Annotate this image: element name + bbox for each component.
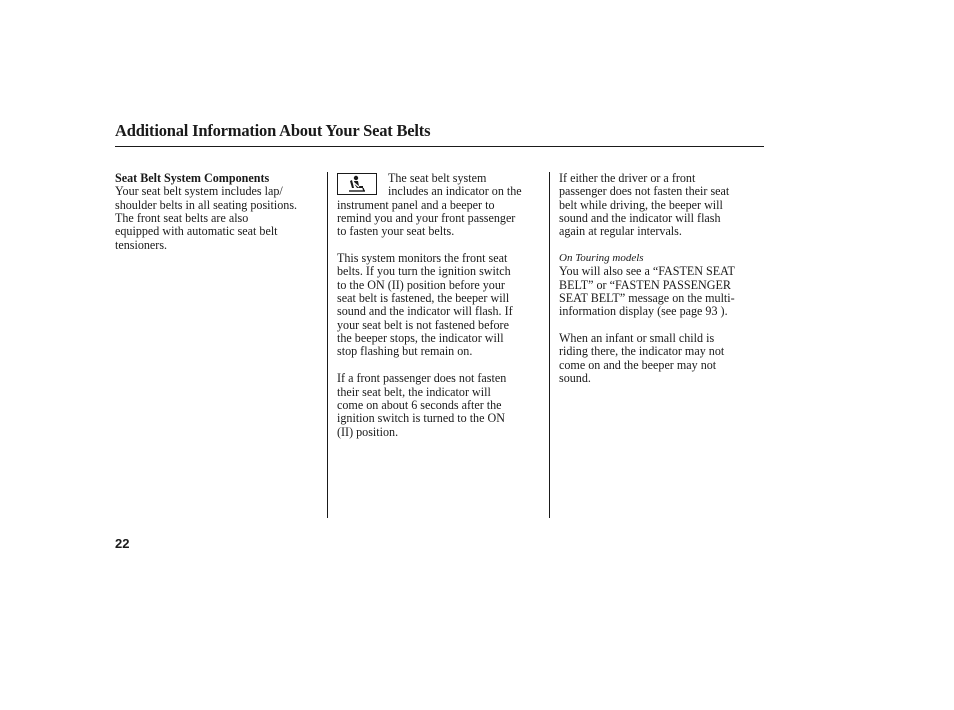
text-line: (II) position. [337, 424, 399, 439]
text-line: The seat belt system [388, 171, 487, 185]
text-line: belt while driving, the beeper will [559, 197, 723, 212]
text-line: stop flashing but remain on. [337, 344, 473, 359]
text-line: to the ON (II) position before your [337, 277, 505, 292]
text-line: remind you and your front passenger [337, 211, 516, 226]
text-line: belts. If you turn the ignition switch [337, 264, 511, 279]
text-line: When an infant or small child is [559, 331, 715, 346]
text-line: The front seat belts are also [115, 211, 249, 226]
text-line: BELT” or “FASTEN PASSENGER [559, 277, 731, 292]
text-line: This system monitors the front seat [337, 251, 508, 266]
text-line: sound. [559, 371, 591, 386]
section-heading: Seat Belt System Components [115, 171, 270, 185]
text-line: come on about 6 seconds after the [337, 397, 502, 412]
text-line: passenger does not fasten their seat [559, 184, 730, 199]
page-number: 22 [115, 536, 130, 551]
model-note: On Touring models [559, 252, 644, 265]
column-indicator-info [337, 172, 543, 439]
text-line: to fasten your seat belts. [337, 224, 455, 239]
text-line: tensioners. [115, 237, 168, 252]
column-seat-belt-components [115, 172, 321, 252]
text-line: riding there, the indicator may not [559, 344, 725, 359]
text-line: again at regular intervals. [559, 224, 682, 239]
text-line: seat belt is fastened, the beeper will [337, 291, 510, 306]
column-divider [327, 172, 328, 518]
column-beeper-info [559, 172, 764, 386]
column-divider [549, 172, 550, 518]
text-line: ignition switch is turned to the ON [337, 411, 505, 426]
text-line: sound and the indicator will flash [559, 211, 721, 226]
text-line: If a front passenger does not fasten [337, 371, 507, 386]
text-line: equipped with automatic seat belt [115, 224, 278, 239]
text-line: sound and the indicator will flash. If [337, 304, 513, 319]
text-line: If either the driver or a front [559, 171, 696, 185]
text-line: SEAT BELT” message on the multi- [559, 291, 735, 306]
text-line: information display (see page 93 ). [559, 304, 728, 319]
text-line: You will also see a “FASTEN SEAT [559, 264, 735, 279]
seat-belt-reminder-icon [337, 173, 377, 195]
text-line: includes an indicator on the [388, 184, 522, 199]
text-line: come on and the beeper may not [559, 357, 717, 372]
text-line: the beeper stops, the indicator will [337, 331, 504, 346]
text-line: Your seat belt system includes lap/ [115, 184, 283, 199]
text-line: instrument panel and a beeper to [337, 197, 495, 212]
text-line: your seat belt is not fastened before [337, 317, 509, 332]
text-line: their seat belt, the indicator will [337, 384, 491, 399]
page-title: Additional Information About Your Seat Belts [115, 121, 431, 140]
text-line: shoulder belts in all seating positions. [115, 197, 298, 212]
title-divider [115, 146, 764, 147]
